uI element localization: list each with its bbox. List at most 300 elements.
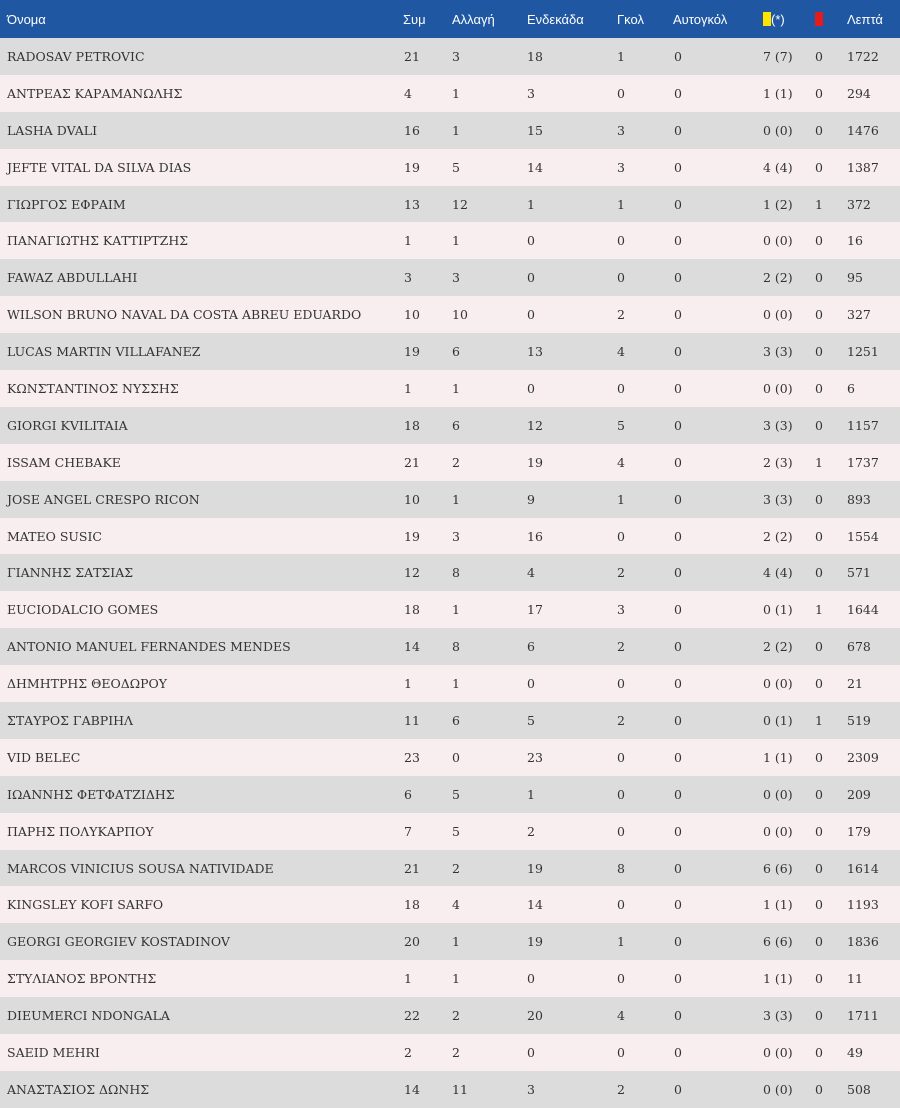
- own-goals-value: 0: [674, 1044, 682, 1060]
- table-row: [0, 1034, 900, 1071]
- table-body: [0, 38, 900, 1108]
- red-cards-value: 0: [815, 934, 823, 950]
- minutes-value: 49: [847, 1044, 863, 1060]
- red-cards-value: 0: [815, 122, 823, 138]
- goals-value: 2: [617, 565, 625, 581]
- goals-value: 4: [617, 454, 625, 470]
- start-value: 5: [527, 712, 535, 728]
- player-name: ΑΝΤΡΕΑΣ ΚΑΡΑΜΑΝΩΛΗΣ: [7, 85, 183, 101]
- goals-value: 0: [617, 749, 625, 765]
- goals-value: 2: [617, 639, 625, 655]
- own-goals-value: 0: [674, 454, 682, 470]
- goals-value: 1: [617, 491, 625, 507]
- minutes-value: 1711: [847, 1008, 879, 1024]
- yellow-cards-value: 7 (7): [763, 48, 793, 64]
- apps-value: 2: [404, 1044, 412, 1060]
- start-value: 0: [527, 307, 535, 323]
- own-goals-value: 0: [674, 565, 682, 581]
- red-cards-value: 0: [815, 270, 823, 286]
- apps-value: 21: [404, 48, 420, 64]
- player-name: VID BELEC: [7, 749, 81, 765]
- sub-value: 10: [452, 307, 468, 323]
- goals-value: 0: [617, 971, 625, 987]
- own-goals-value: 0: [674, 712, 682, 728]
- start-value: 3: [527, 85, 535, 101]
- own-goals-value: 0: [674, 934, 682, 950]
- minutes-value: 1614: [847, 860, 879, 876]
- goals-value: 1: [617, 934, 625, 950]
- sub-value: 1: [452, 233, 460, 249]
- goals-value: 0: [617, 1044, 625, 1060]
- yellow-cards-value: 3 (3): [763, 1008, 793, 1024]
- player-name: JEFTE VITAL DA SILVA DIAS: [7, 159, 192, 175]
- apps-value: 16: [404, 122, 420, 138]
- own-goals-value: 0: [674, 307, 682, 323]
- table-row: [0, 38, 900, 75]
- table-row: [0, 186, 900, 223]
- apps-value: 18: [404, 602, 420, 618]
- goals-value: 0: [617, 270, 625, 286]
- sub-value: 5: [452, 786, 460, 802]
- minutes-value: 1836: [847, 934, 879, 950]
- table-row: [0, 739, 900, 776]
- own-goals-value: 0: [674, 1008, 682, 1024]
- goals-value: 5: [617, 417, 625, 433]
- own-goals-value: 0: [674, 380, 682, 396]
- start-value: 9: [527, 491, 535, 507]
- start-value: 23: [527, 749, 543, 765]
- apps-value: 13: [404, 196, 420, 212]
- yellow-cards-value: 0 (0): [763, 122, 793, 138]
- table-row: [0, 333, 900, 370]
- goals-value: 2: [617, 307, 625, 323]
- apps-value: 20: [404, 934, 420, 950]
- start-value: 3: [527, 1081, 535, 1097]
- goals-value: 0: [617, 897, 625, 913]
- apps-value: 4: [404, 85, 412, 101]
- yellow-cards-value: 1 (2): [763, 196, 793, 212]
- own-goals-value: 0: [674, 749, 682, 765]
- yellow-cards-value: 0 (1): [763, 712, 793, 728]
- yellow-cards-value: 0 (0): [763, 380, 793, 396]
- red-cards-value: 0: [815, 971, 823, 987]
- red-cards-value: 0: [815, 307, 823, 323]
- player-name: JOSE ANGEL CRESPO RICON: [7, 491, 200, 507]
- table-row: [0, 444, 900, 481]
- minutes-value: 327: [847, 307, 871, 323]
- sub-value: 0: [452, 749, 460, 765]
- minutes-value: 1737: [847, 454, 879, 470]
- own-goals-value: 0: [674, 344, 682, 360]
- apps-value: 12: [404, 565, 420, 581]
- apps-value: 3: [404, 270, 412, 286]
- minutes-value: 1157: [847, 417, 879, 433]
- table-row: [0, 813, 900, 850]
- player-name: ΔΗΜΗΤΡΗΣ ΘΕΟΔΩΡΟΥ: [7, 676, 168, 692]
- start-value: 12: [527, 417, 543, 433]
- sub-value: 1: [452, 491, 460, 507]
- player-name: ΓΙΩΡΓΟΣ ΕΦΡΑΙΜ: [7, 196, 126, 212]
- red-cards-value: 1: [815, 454, 823, 470]
- minutes-value: 1554: [847, 528, 879, 544]
- red-cards-value: 0: [815, 1081, 823, 1097]
- red-cards-value: 0: [815, 417, 823, 433]
- red-cards-value: 0: [815, 639, 823, 655]
- table-row: [0, 296, 900, 333]
- start-value: 19: [527, 860, 543, 876]
- yellow-cards-value: 0 (0): [763, 823, 793, 839]
- sub-value: 1: [452, 934, 460, 950]
- table-row: [0, 370, 900, 407]
- red-cards-value: 0: [815, 565, 823, 581]
- player-name: KINGSLEY KOFI SARFO: [7, 897, 164, 913]
- sub-value: 5: [452, 823, 460, 839]
- table-row: [0, 554, 900, 591]
- start-value: 2: [527, 823, 535, 839]
- header-goals[interactable]: Γκολ: [617, 11, 644, 27]
- header-yellow-suffix: (*): [771, 11, 785, 27]
- own-goals-value: 0: [674, 639, 682, 655]
- goals-value: 2: [617, 1081, 625, 1097]
- start-value: 0: [527, 1044, 535, 1060]
- own-goals-value: 0: [674, 676, 682, 692]
- goals-value: 4: [617, 344, 625, 360]
- table-row: [0, 628, 900, 665]
- apps-value: 11: [404, 712, 420, 728]
- start-value: 6: [527, 639, 535, 655]
- own-goals-value: 0: [674, 602, 682, 618]
- sub-value: 6: [452, 344, 460, 360]
- player-name: LUCAS MARTIN VILLAFANEZ: [7, 344, 201, 360]
- red-cards-value: 0: [815, 1008, 823, 1024]
- yellow-cards-value: 6 (6): [763, 860, 793, 876]
- sub-value: 8: [452, 639, 460, 655]
- red-cards-value: 0: [815, 1044, 823, 1060]
- minutes-value: 16: [847, 233, 863, 249]
- table-row: [0, 997, 900, 1034]
- sub-value: 3: [452, 270, 460, 286]
- sub-value: 1: [452, 971, 460, 987]
- red-cards-value: 0: [815, 786, 823, 802]
- minutes-value: 1644: [847, 602, 879, 618]
- yellow-cards-value: 4 (4): [763, 159, 793, 175]
- minutes-value: 11: [847, 971, 863, 987]
- apps-value: 1: [404, 380, 412, 396]
- own-goals-value: 0: [674, 196, 682, 212]
- minutes-value: 294: [847, 85, 871, 101]
- sub-value: 4: [452, 897, 460, 913]
- minutes-value: 1722: [847, 48, 879, 64]
- sub-value: 1: [452, 85, 460, 101]
- start-value: 14: [527, 159, 543, 175]
- own-goals-value: 0: [674, 48, 682, 64]
- table-row: [0, 518, 900, 555]
- red-cards-value: 0: [815, 897, 823, 913]
- table-row: [0, 702, 900, 739]
- yellow-cards-value: 1 (1): [763, 85, 793, 101]
- red-cards-value: 0: [815, 676, 823, 692]
- goals-value: 4: [617, 1008, 625, 1024]
- apps-value: 14: [404, 639, 420, 655]
- table-row: [0, 407, 900, 444]
- minutes-value: 678: [847, 639, 871, 655]
- minutes-value: 209: [847, 786, 871, 802]
- player-name: ΠΑΝΑΓΙΩΤΗΣ ΚΑΤΤΙΡΤΖΗΣ: [7, 233, 189, 249]
- table-header: [0, 0, 900, 38]
- apps-value: 18: [404, 897, 420, 913]
- own-goals-value: 0: [674, 1081, 682, 1097]
- sub-value: 2: [452, 860, 460, 876]
- minutes-value: 571: [847, 565, 871, 581]
- sub-value: 8: [452, 565, 460, 581]
- player-name: ISSAM CHEBAKE: [7, 454, 121, 470]
- start-value: 19: [527, 934, 543, 950]
- player-name: ΓΙΑΝΝΗΣ ΣΑΤΣΙΑΣ: [7, 565, 134, 581]
- yellow-cards-value: 0 (0): [763, 307, 793, 323]
- goals-value: 3: [617, 122, 625, 138]
- red-cards-value: 0: [815, 380, 823, 396]
- sub-value: 6: [452, 712, 460, 728]
- own-goals-value: 0: [674, 786, 682, 802]
- own-goals-value: 0: [674, 159, 682, 175]
- red-cards-value: 1: [815, 602, 823, 618]
- header-minutes[interactable]: Λεπτά: [847, 11, 883, 27]
- yellow-cards-value: 1 (1): [763, 897, 793, 913]
- sub-value: 1: [452, 122, 460, 138]
- sub-value: 12: [452, 196, 468, 212]
- header-yellow-cards[interactable]: [763, 0, 785, 38]
- table-row: [0, 591, 900, 628]
- start-value: 19: [527, 454, 543, 470]
- player-name: ΣΤΥΛΙΑΝΟΣ ΒΡΟΝΤΗΣ: [7, 971, 157, 987]
- apps-value: 10: [404, 307, 420, 323]
- header-sub[interactable]: Αλλαγή: [452, 11, 495, 27]
- minutes-value: 893: [847, 491, 871, 507]
- sub-value: 1: [452, 380, 460, 396]
- yellow-cards-value: 0 (0): [763, 1044, 793, 1060]
- start-value: 1: [527, 196, 535, 212]
- apps-value: 1: [404, 676, 412, 692]
- apps-value: 7: [404, 823, 412, 839]
- player-name: DIEUMERCI NDONGALA: [7, 1008, 170, 1024]
- yellow-cards-value: 2 (2): [763, 270, 793, 286]
- own-goals-value: 0: [674, 270, 682, 286]
- apps-value: 19: [404, 344, 420, 360]
- sub-value: 2: [452, 1008, 460, 1024]
- player-name: ANTONIO MANUEL FERNANDES MENDES: [7, 639, 291, 655]
- apps-value: 14: [404, 1081, 420, 1097]
- table-row: [0, 149, 900, 186]
- table-row: [0, 923, 900, 960]
- table-row: [0, 665, 900, 702]
- player-name: EUCIODALCIO GOMES: [7, 602, 159, 618]
- yellow-cards-value: 1 (1): [763, 971, 793, 987]
- yellow-cards-value: 4 (4): [763, 565, 793, 581]
- start-value: 0: [527, 233, 535, 249]
- goals-value: 8: [617, 860, 625, 876]
- own-goals-value: 0: [674, 233, 682, 249]
- own-goals-value: 0: [674, 823, 682, 839]
- sub-value: 2: [452, 1044, 460, 1060]
- red-cards-value: 0: [815, 749, 823, 765]
- player-name: MATEO SUSIC: [7, 528, 102, 544]
- yellow-card-icon: [763, 12, 771, 26]
- red-cards-value: 0: [815, 344, 823, 360]
- yellow-cards-value: 2 (2): [763, 639, 793, 655]
- table-row: [0, 776, 900, 813]
- player-name: MARCOS VINICIUS SOUSA NATIVIDADE: [7, 860, 274, 876]
- goals-value: 0: [617, 380, 625, 396]
- player-name: FAWAZ ABDULLAHI: [7, 270, 138, 286]
- goals-value: 3: [617, 602, 625, 618]
- sub-value: 1: [452, 602, 460, 618]
- table-row: [0, 112, 900, 149]
- table-row: [0, 1071, 900, 1108]
- player-name: WILSON BRUNO NAVAL DA COSTA ABREU EDUARDO: [7, 307, 362, 323]
- player-name: ΑΝΑΣΤΑΣΙΟΣ ΔΩΝΗΣ: [7, 1081, 150, 1097]
- own-goals-value: 0: [674, 971, 682, 987]
- minutes-value: 95: [847, 270, 863, 286]
- yellow-cards-value: 0 (1): [763, 602, 793, 618]
- apps-value: 19: [404, 159, 420, 175]
- player-name: ΠΑΡΗΣ ΠΟΛΥΚΑΡΠΟΥ: [7, 823, 154, 839]
- yellow-cards-value: 2 (3): [763, 454, 793, 470]
- apps-value: 23: [404, 749, 420, 765]
- minutes-value: 2309: [847, 749, 879, 765]
- goals-value: 0: [617, 528, 625, 544]
- yellow-cards-value: 2 (2): [763, 528, 793, 544]
- start-value: 20: [527, 1008, 543, 1024]
- yellow-cards-value: 6 (6): [763, 934, 793, 950]
- start-value: 17: [527, 602, 543, 618]
- own-goals-value: 0: [674, 860, 682, 876]
- goals-value: 0: [617, 85, 625, 101]
- red-card-icon: [815, 12, 823, 26]
- red-cards-value: 0: [815, 48, 823, 64]
- header-red-cards[interactable]: [815, 0, 823, 38]
- red-cards-value: 1: [815, 196, 823, 212]
- red-cards-value: 0: [815, 159, 823, 175]
- minutes-value: 508: [847, 1081, 871, 1097]
- sub-value: 6: [452, 417, 460, 433]
- player-name: ΙΩΑΝΝΗΣ ΦΕΤΦΑΤΖΙΔΗΣ: [7, 786, 175, 802]
- red-cards-value: 0: [815, 823, 823, 839]
- own-goals-value: 0: [674, 897, 682, 913]
- player-name: GIORGI KVILITAIA: [7, 417, 128, 433]
- sub-value: 3: [452, 48, 460, 64]
- red-cards-value: 0: [815, 233, 823, 249]
- sub-value: 2: [452, 454, 460, 470]
- yellow-cards-value: 0 (0): [763, 676, 793, 692]
- goals-value: 2: [617, 712, 625, 728]
- start-value: 13: [527, 344, 543, 360]
- table-row: [0, 222, 900, 259]
- start-value: 0: [527, 676, 535, 692]
- red-cards-value: 1: [815, 712, 823, 728]
- own-goals-value: 0: [674, 528, 682, 544]
- start-value: 14: [527, 897, 543, 913]
- own-goals-value: 0: [674, 85, 682, 101]
- table-row: [0, 960, 900, 997]
- goals-value: 0: [617, 823, 625, 839]
- yellow-cards-value: 0 (0): [763, 786, 793, 802]
- player-name: SAEID MEHRI: [7, 1044, 100, 1060]
- player-name: RADOSAV PETROVIC: [7, 48, 145, 64]
- red-cards-value: 0: [815, 528, 823, 544]
- minutes-value: 179: [847, 823, 871, 839]
- player-name: ΚΩΝΣΤΑΝΤΙΝΟΣ ΝΥΣΣΗΣ: [7, 380, 179, 396]
- player-name: GEORGI GEORGIEV KOSTADINOV: [7, 934, 230, 950]
- yellow-cards-value: 3 (3): [763, 491, 793, 507]
- apps-value: 1: [404, 971, 412, 987]
- goals-value: 0: [617, 233, 625, 249]
- yellow-cards-value: 0 (0): [763, 1081, 793, 1097]
- apps-value: 10: [404, 491, 420, 507]
- table-row: [0, 481, 900, 518]
- apps-value: 1: [404, 233, 412, 249]
- yellow-cards-value: 3 (3): [763, 344, 793, 360]
- minutes-value: 1387: [847, 159, 879, 175]
- table-row: [0, 886, 900, 923]
- start-value: 18: [527, 48, 543, 64]
- start-value: 16: [527, 528, 543, 544]
- sub-value: 5: [452, 159, 460, 175]
- apps-value: 19: [404, 528, 420, 544]
- start-value: 4: [527, 565, 535, 581]
- table-row: [0, 259, 900, 296]
- yellow-cards-value: 1 (1): [763, 749, 793, 765]
- start-value: 0: [527, 971, 535, 987]
- start-value: 0: [527, 270, 535, 286]
- red-cards-value: 0: [815, 491, 823, 507]
- header-start[interactable]: Ενδεκάδα: [527, 11, 584, 27]
- sub-value: 1: [452, 676, 460, 692]
- table-row: [0, 75, 900, 112]
- header-apps[interactable]: Συμ: [403, 11, 426, 27]
- red-cards-value: 0: [815, 85, 823, 101]
- start-value: 1: [527, 786, 535, 802]
- red-cards-value: 0: [815, 860, 823, 876]
- header-own-goals[interactable]: Αυτογκόλ: [673, 11, 728, 27]
- player-name: ΣΤΑΥΡΟΣ ΓΑΒΡΙΗΛ: [7, 712, 134, 728]
- goals-value: 3: [617, 159, 625, 175]
- apps-value: 22: [404, 1008, 420, 1024]
- goals-value: 1: [617, 48, 625, 64]
- apps-value: 21: [404, 454, 420, 470]
- sub-value: 3: [452, 528, 460, 544]
- header-name[interactable]: Όνομα: [7, 11, 46, 27]
- yellow-cards-value: 0 (0): [763, 233, 793, 249]
- minutes-value: 1251: [847, 344, 879, 360]
- apps-value: 21: [404, 860, 420, 876]
- own-goals-value: 0: [674, 122, 682, 138]
- own-goals-value: 0: [674, 491, 682, 507]
- goals-value: 0: [617, 676, 625, 692]
- start-value: 15: [527, 122, 543, 138]
- minutes-value: 1476: [847, 122, 879, 138]
- minutes-value: 21: [847, 676, 863, 692]
- apps-value: 6: [404, 786, 412, 802]
- own-goals-value: 0: [674, 417, 682, 433]
- minutes-value: 6: [847, 380, 855, 396]
- player-name: LASHA DVALI: [7, 122, 98, 138]
- minutes-value: 372: [847, 196, 871, 212]
- sub-value: 11: [452, 1081, 468, 1097]
- minutes-value: 519: [847, 712, 871, 728]
- goals-value: 0: [617, 786, 625, 802]
- minutes-value: 1193: [847, 897, 879, 913]
- apps-value: 18: [404, 417, 420, 433]
